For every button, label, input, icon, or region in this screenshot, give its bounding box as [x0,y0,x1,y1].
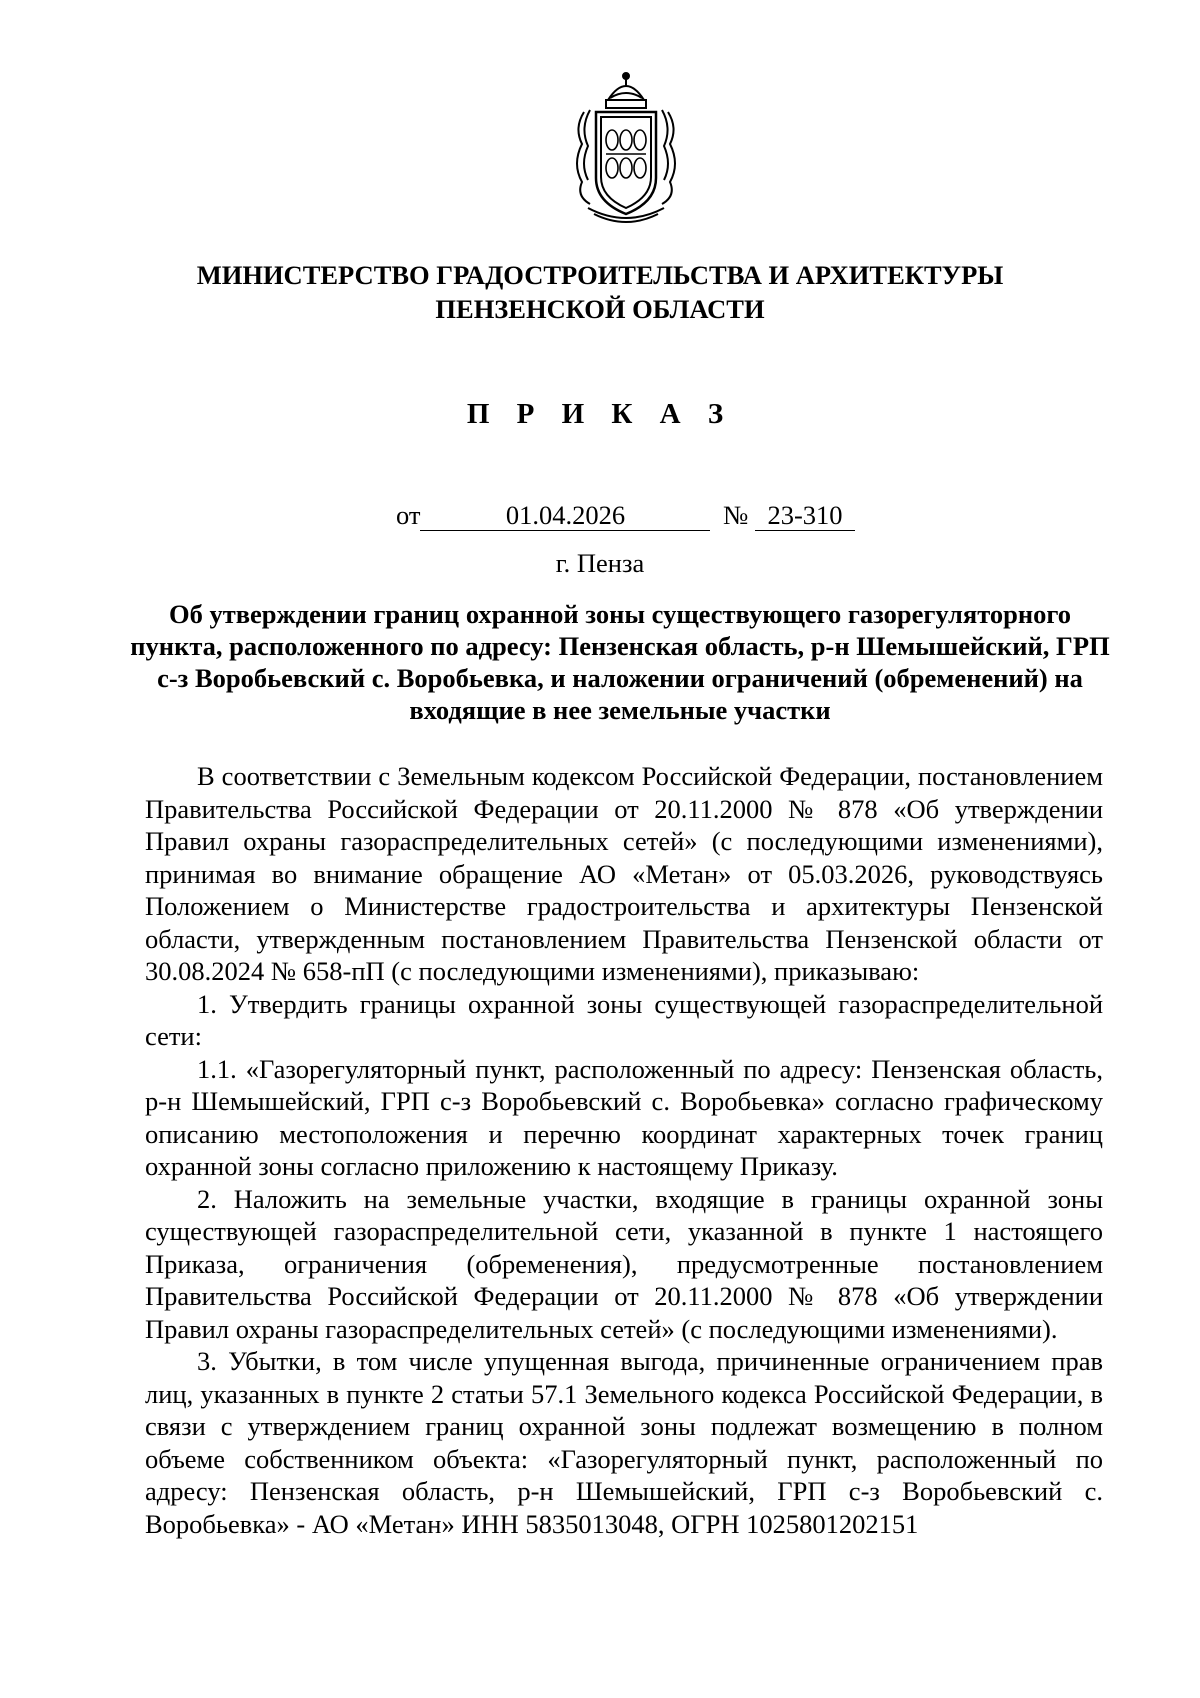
document-city: г. Пенза [555,548,645,578]
ministry-name [0,258,1200,326]
date-number-line [396,500,855,536]
body-paragraph-item-1-1: 1.1. «Газорегуляторный пункт, расположенный по адресу: Пензенская область, р-н Шемышейский, ГРП с-з Воробьевский с. Воробьевка» согласно графическому описанию местоположения и перечню координат характерных точек границ охранной зоны согласно приложению к настоящему Приказу. [145,1053,1103,1181]
body-paragraph-item-2: 2. Наложить на земельные участки, входящие в границы охранной зоны существующей газораспределительной сети, указанной в пункте 1 настоящего Приказа, ограничения (обременения), предусмотренные постановлением Правительства Российской Федерации от 20.11.2000 № 878 «Об утверждении Правил охраны газораспределительных сетей» (с последующими изменениями). [145,1183,1103,1344]
coat-of-arms-emblem [568,68,684,228]
ministry-name-line1: МИНИСТЕРСТВО ГРАДОСТРОИТЕЛЬСТВА И АРХИТЕКТУРЫ [196,260,1004,290]
date-prefix: от [396,500,421,530]
body-paragraph-item-1: 1. Утвердить границы охранной зоны существующей газораспределительной сети: [145,988,1103,1051]
document-body [145,760,1103,1540]
body-paragraph-preamble: В соответствии с Земельным кодексом Российской Федерации, постановлением Правительства Российской Федерации от 20.11.2000 № 878 «Об утверждении Правил охраны газораспределительных сетей» (с последующими изменениями), принимая во внимание обращение АО «Метан» от 05.03.2026, руководствуясь Положением о Министерстве градостроительства и архитектуры Пензенской области, утвержденным постановлением Правительства Пензенской области от 30.08.2024 № 658-пП (с последующими изменениями), приказываю: [145,761,1103,986]
document-type-heading: П Р И К А З [466,398,734,430]
number-prefix: № [723,500,749,530]
document-date: 01.04.2026 [420,500,710,531]
document-title: Об утверждении границ охранной зоны существующего газорегуляторного пункта, расположенного по адресу: Пензенская область, р-н Шемышейский, ГРП с-з Воробьевский с. Воробьевка, и наложении ограничений (обременений) на входящие в нее земельные участки [130,599,1110,725]
document-number: 23-310 [755,500,855,531]
ministry-name-line2: ПЕНЗЕНСКОЙ ОБЛАСТИ [435,294,765,324]
body-paragraph-item-3: 3. Убытки, в том числе упущенная выгода, причиненные ограничением прав лиц, указанных в пункте 2 статьи 57.1 Земельного кодекса Российской Федерации, в связи с утверждением границ охранной зоны подлежат возмещению в полном объеме собственником объекта: «Газорегуляторный пункт, расположенный по адресу: Пензенская область, р-н Шемышейский, ГРП с-з Воробьевский с. Воробьевка» - АО «Метан» ИНН 5835013048, ОГРН 1025801202151 [145,1346,1103,1539]
